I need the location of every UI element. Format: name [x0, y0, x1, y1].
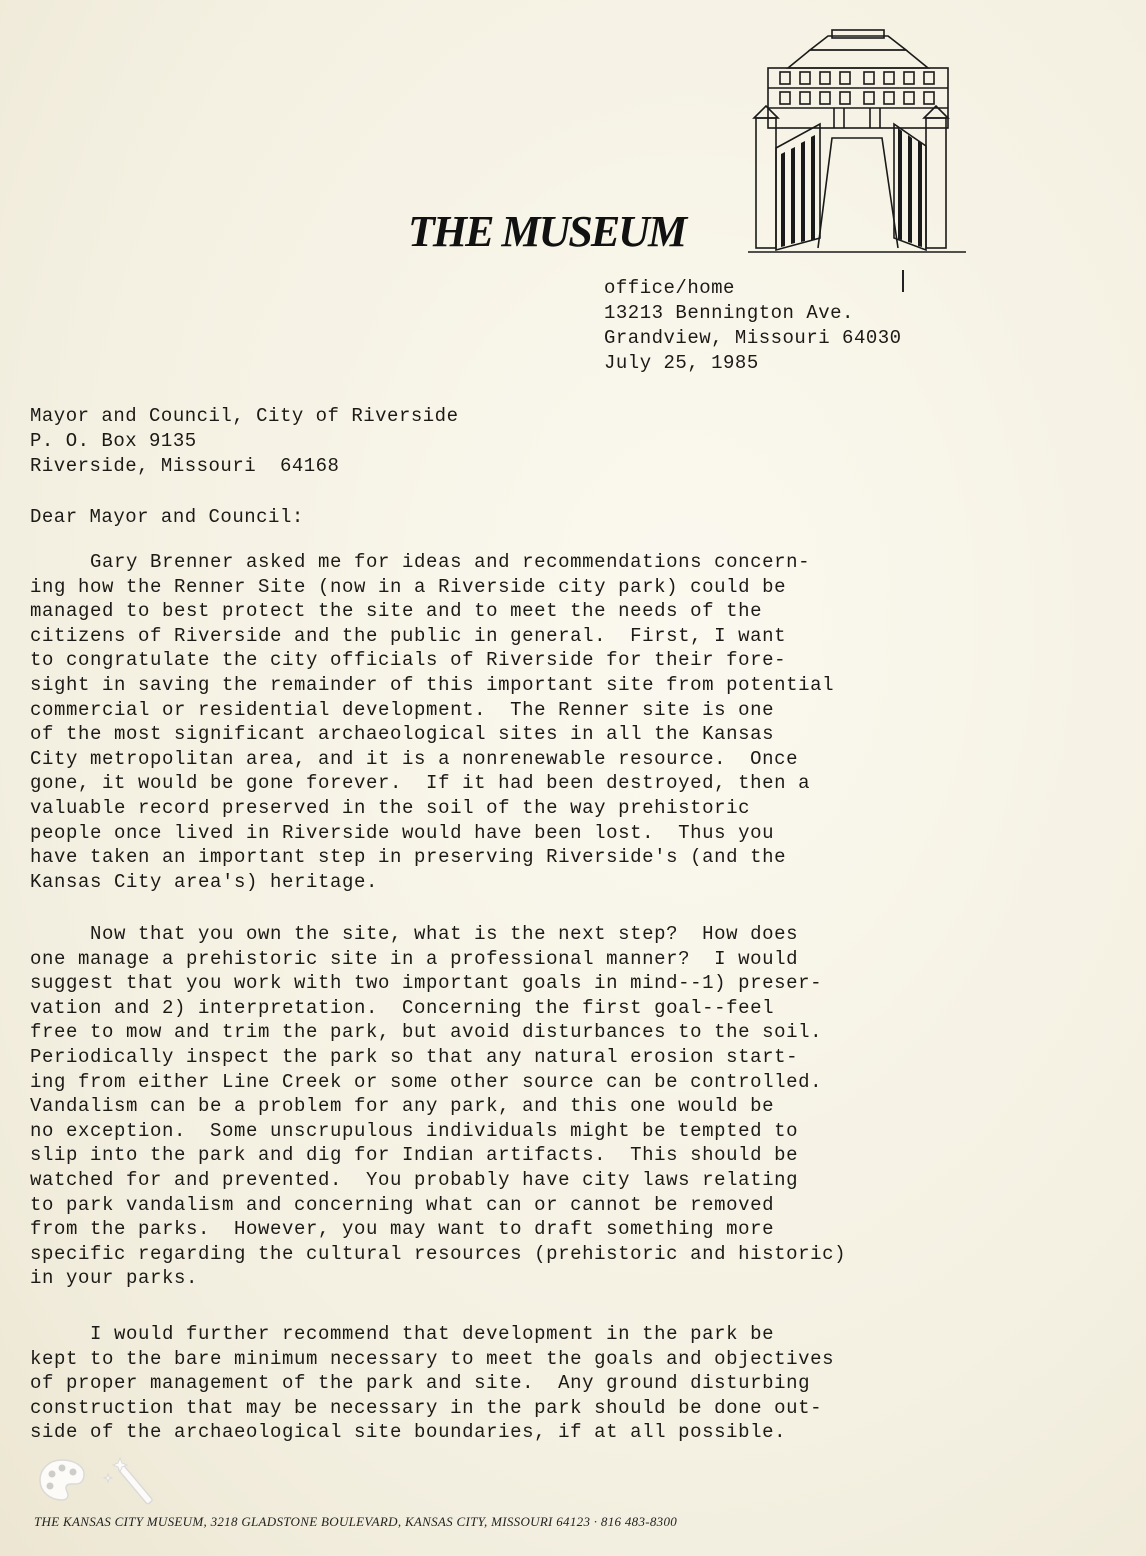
recipient-line: P. O. Box 9135 — [30, 430, 197, 452]
letterhead-title: THE MUSEUM — [408, 207, 686, 256]
body-paragraph: I would further recommend that development in the park be kept to the bare minimum necessary to meet the goals and objectives of proper management of the park and site. Any ground disturbing construction that may be necessary in the park should be done out- side of the archaeological site boundaries, if at all possible. — [30, 1323, 835, 1444]
recipient-address — [30, 404, 458, 479]
recipient-line: Mayor and Council, City of Riverside — [30, 405, 459, 427]
body-paragraph: Now that you own the site, what is the next step? How does one manage a prehistoric site in a professional manner? I would suggest that you work with two important goals in mind--1) preser- vation and 2) interpretation. Concerning the first goal--feel free to mow and trim the park, but avoid disturbances to the soil. Periodically inspect the park so that any natural erosion start- ing from either Line Creek or some other source can be controlled. Vandalism can be a problem for any park, and this one would be no exception. Some unscrupulous individuals might be tempted to slip into the park and dig for Indian artifacts. This should be watched for and prevented. You probably have city laws relating to park vandalism and concerning what can or cannot be removed from the parks. However, you may want to draft something more specific regarding the cultural resources (prehistoric and historic) in your parks. — [30, 923, 847, 1290]
pen-mark — [902, 270, 904, 292]
palette-icon — [40, 1460, 84, 1500]
museum-building-gate-icon — [748, 28, 966, 256]
body-paragraph: Gary Brenner asked me for ideas and recommendations concern- ing how the Renner Site (now in a Riverside city park) could be managed to best protect the site and to meet the needs of the citizens of Riverside and the public in general. First, I want to congratulate the city officials of Riverside for their fore- sight in saving the remainder of this important site from potential commercial or residential development. The Renner site is one of the most significant archaeological sites in all the Kansas City metropolitan area, and it is a nonrenewable resource. Once gone, it would be gone forever. If it had been destroyed, then a valuable record preserved in the soil of the way prehistoric people once lived in Riverside would have been lost. Thus you have taken an important step in preserving Riverside's (and the Kansas City area's) heritage. — [30, 551, 835, 893]
return-address-line: 13213 Bennington Ave. — [604, 302, 854, 324]
return-address-line: office/home — [604, 277, 735, 299]
recipient-line: Riverside, Missouri 64168 — [30, 455, 340, 477]
overlay-icons — [36, 1452, 176, 1508]
letterhead-footer: THE KANSAS CITY MUSEUM, 3218 GLADSTONE BOULEVARD, KANSAS CITY, MISSOURI 64123 · 816 483-8300 — [34, 1514, 678, 1529]
letter-date: July 25, 1985 — [604, 352, 759, 374]
return-address — [604, 276, 902, 376]
magic-wand-icon — [104, 1458, 153, 1505]
salutation: Dear Mayor and Council: — [30, 506, 304, 528]
return-address-line: Grandview, Missouri 64030 — [604, 327, 902, 349]
